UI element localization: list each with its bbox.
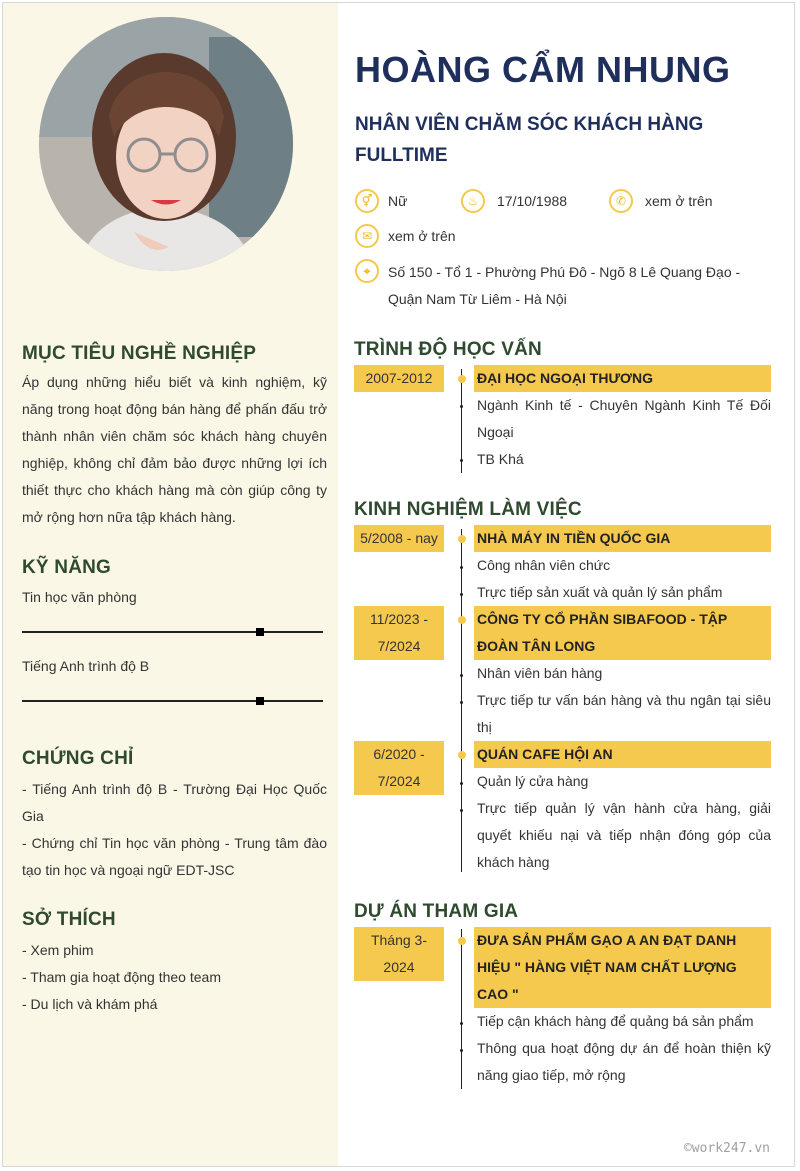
bullet-dot [460,1022,463,1025]
email-icon: ✉ [355,224,379,248]
list-item: - Du lịch và khám phá [22,996,158,1012]
timeline-line [461,369,462,473]
education-title: TRÌNH ĐỘ HỌC VẤN [354,339,542,360]
bullet-dot [460,593,463,596]
certificates-list [22,776,327,884]
bullet-dot [460,701,463,704]
hobbies-title: SỞ THÍCH [22,909,116,930]
skills-title: KỸ NĂNG [22,557,112,578]
phone-icon: ✆ [609,189,633,213]
birthday-value: 17/10/1988 [497,193,568,209]
school-name: ĐẠI HỌC NGOẠI THƯƠNG [474,365,771,392]
job-line: Trực tiếp sản xuất và quản lý sản phẩm [477,584,723,600]
projects-title: DỰ ÁN THAM GIA [354,901,519,922]
bullet-dot [460,459,463,462]
project-line: Thông qua hoạt động dự án để hoàn thiện kỹ năng giao tiếp, mở rộng [477,1040,771,1083]
project-name: ĐƯA SẢN PHẨM GẠO A AN ĐẠT DANH HIỆU " HÀNG VIỆT NAM CHẤT LƯỢNG CAO " [474,927,771,1008]
timeline-line [461,929,462,1089]
certificates-title: CHỨNG CHỈ [22,748,134,769]
company-name: CÔNG TY CỔ PHẦN SIBAFOOD - TẬP ĐOÀN TÂN LONG [474,606,771,660]
location-pin-icon: ⌖ [355,259,379,283]
job-date: 6/2020 - 7/2024 [354,741,444,795]
cv-page [2,2,795,1167]
job-line: Trực tiếp tư vấn bán hàng và thu ngân tại siêu thị [477,692,771,735]
company-name: NHÀ MÁY IN TIỀN QUỐC GIA [474,525,771,552]
education-line: TB Khá [477,451,524,467]
timeline-dot [458,375,466,383]
skill-name: Tiếng Anh trình độ B [22,658,150,674]
bullet-dot [460,809,463,812]
profile-photo [39,17,293,271]
job-line: Quản lý cửa hàng [477,773,589,789]
job-date: 5/2008 - nay [354,525,444,552]
timeline-dot [458,535,466,543]
bullet-dot [460,674,463,677]
career-goal-title: MỤC TIÊU NGHỀ NGHIỆP [22,343,257,364]
company-name: QUÁN CAFE HỘI AN [474,741,771,768]
timeline-dot [458,937,466,945]
job-line: Nhân viên bán hàng [477,665,603,681]
address-value: Số 150 - Tổ 1 - Phường Phú Đô - Ngõ 8 Lê Quang Đạo - Quận Nam Từ Liêm - Hà Nội [388,264,741,307]
bullet-dot [460,405,463,408]
experience-title: KINH NGHIỆM LÀM VIỆC [354,499,582,520]
bullet-dot [460,566,463,569]
birthday-cake-icon: ♨ [461,189,485,213]
project-line: Tiếp cận khách hàng để quảng bá sản phẩm [477,1013,754,1029]
job-line: Trực tiếp quản lý vận hành cửa hàng, giải quyết khiếu nại và tiếp nhận đóng góp của khách hàng [477,800,771,870]
skill-bar [22,631,323,633]
skill-bar [22,700,323,702]
skill-level-marker [256,628,264,636]
education-date: 2007-2012 [354,365,444,392]
candidate-name: HOÀNG CẨM NHUNG [355,49,731,90]
list-item: - Tham gia hoạt động theo team [22,969,221,985]
skill-level-marker [256,697,264,705]
job-position: NHÂN VIÊN CHĂM SÓC KHÁCH HÀNG FULLTIME [355,114,704,166]
email-value: xem ở trên [388,228,456,244]
bullet-dot [460,1049,463,1052]
hobbies-list [22,937,327,1018]
gender-icon: ⚥ [355,189,379,213]
list-item: - Xem phim [22,942,94,958]
watermark: ©work247.vn [683,1141,770,1156]
list-item: - Chứng chỉ Tin học văn phòng - Trung tâm đào tạo tin học và ngoại ngữ EDT-JSC [22,835,327,878]
phone-value: xem ở trên [645,193,713,209]
bullet-dot [460,782,463,785]
skill-name: Tin học văn phòng [22,589,137,605]
career-goal-text: Áp dụng những hiểu biết và kinh nghiệm, kỹ năng trong hoạt động bán hàng để phấn đấu trở thành nhân viên chăm sóc khách hàng chuyên nghiệp, không chỉ đảm bảo được những lợi ích thiết thực cho khách hàng mà còn giúp công ty mở rộng hơn nữa tập khách hàng. [22,374,327,525]
timeline-dot [458,751,466,759]
timeline-dot [458,616,466,624]
sidebar [3,3,338,1167]
job-date: 11/2023 - 7/2024 [354,606,444,660]
project-date: Tháng 3-2024 [354,927,444,981]
list-item: - Tiếng Anh trình độ B - Trường Đại Học Quốc Gia [22,781,327,824]
job-line: Công nhân viên chức [477,557,611,573]
education-line: Ngành Kinh tế - Chuyên Ngành Kinh Tế Đối Ngoại [477,397,771,440]
gender-value: Nữ [388,193,408,209]
